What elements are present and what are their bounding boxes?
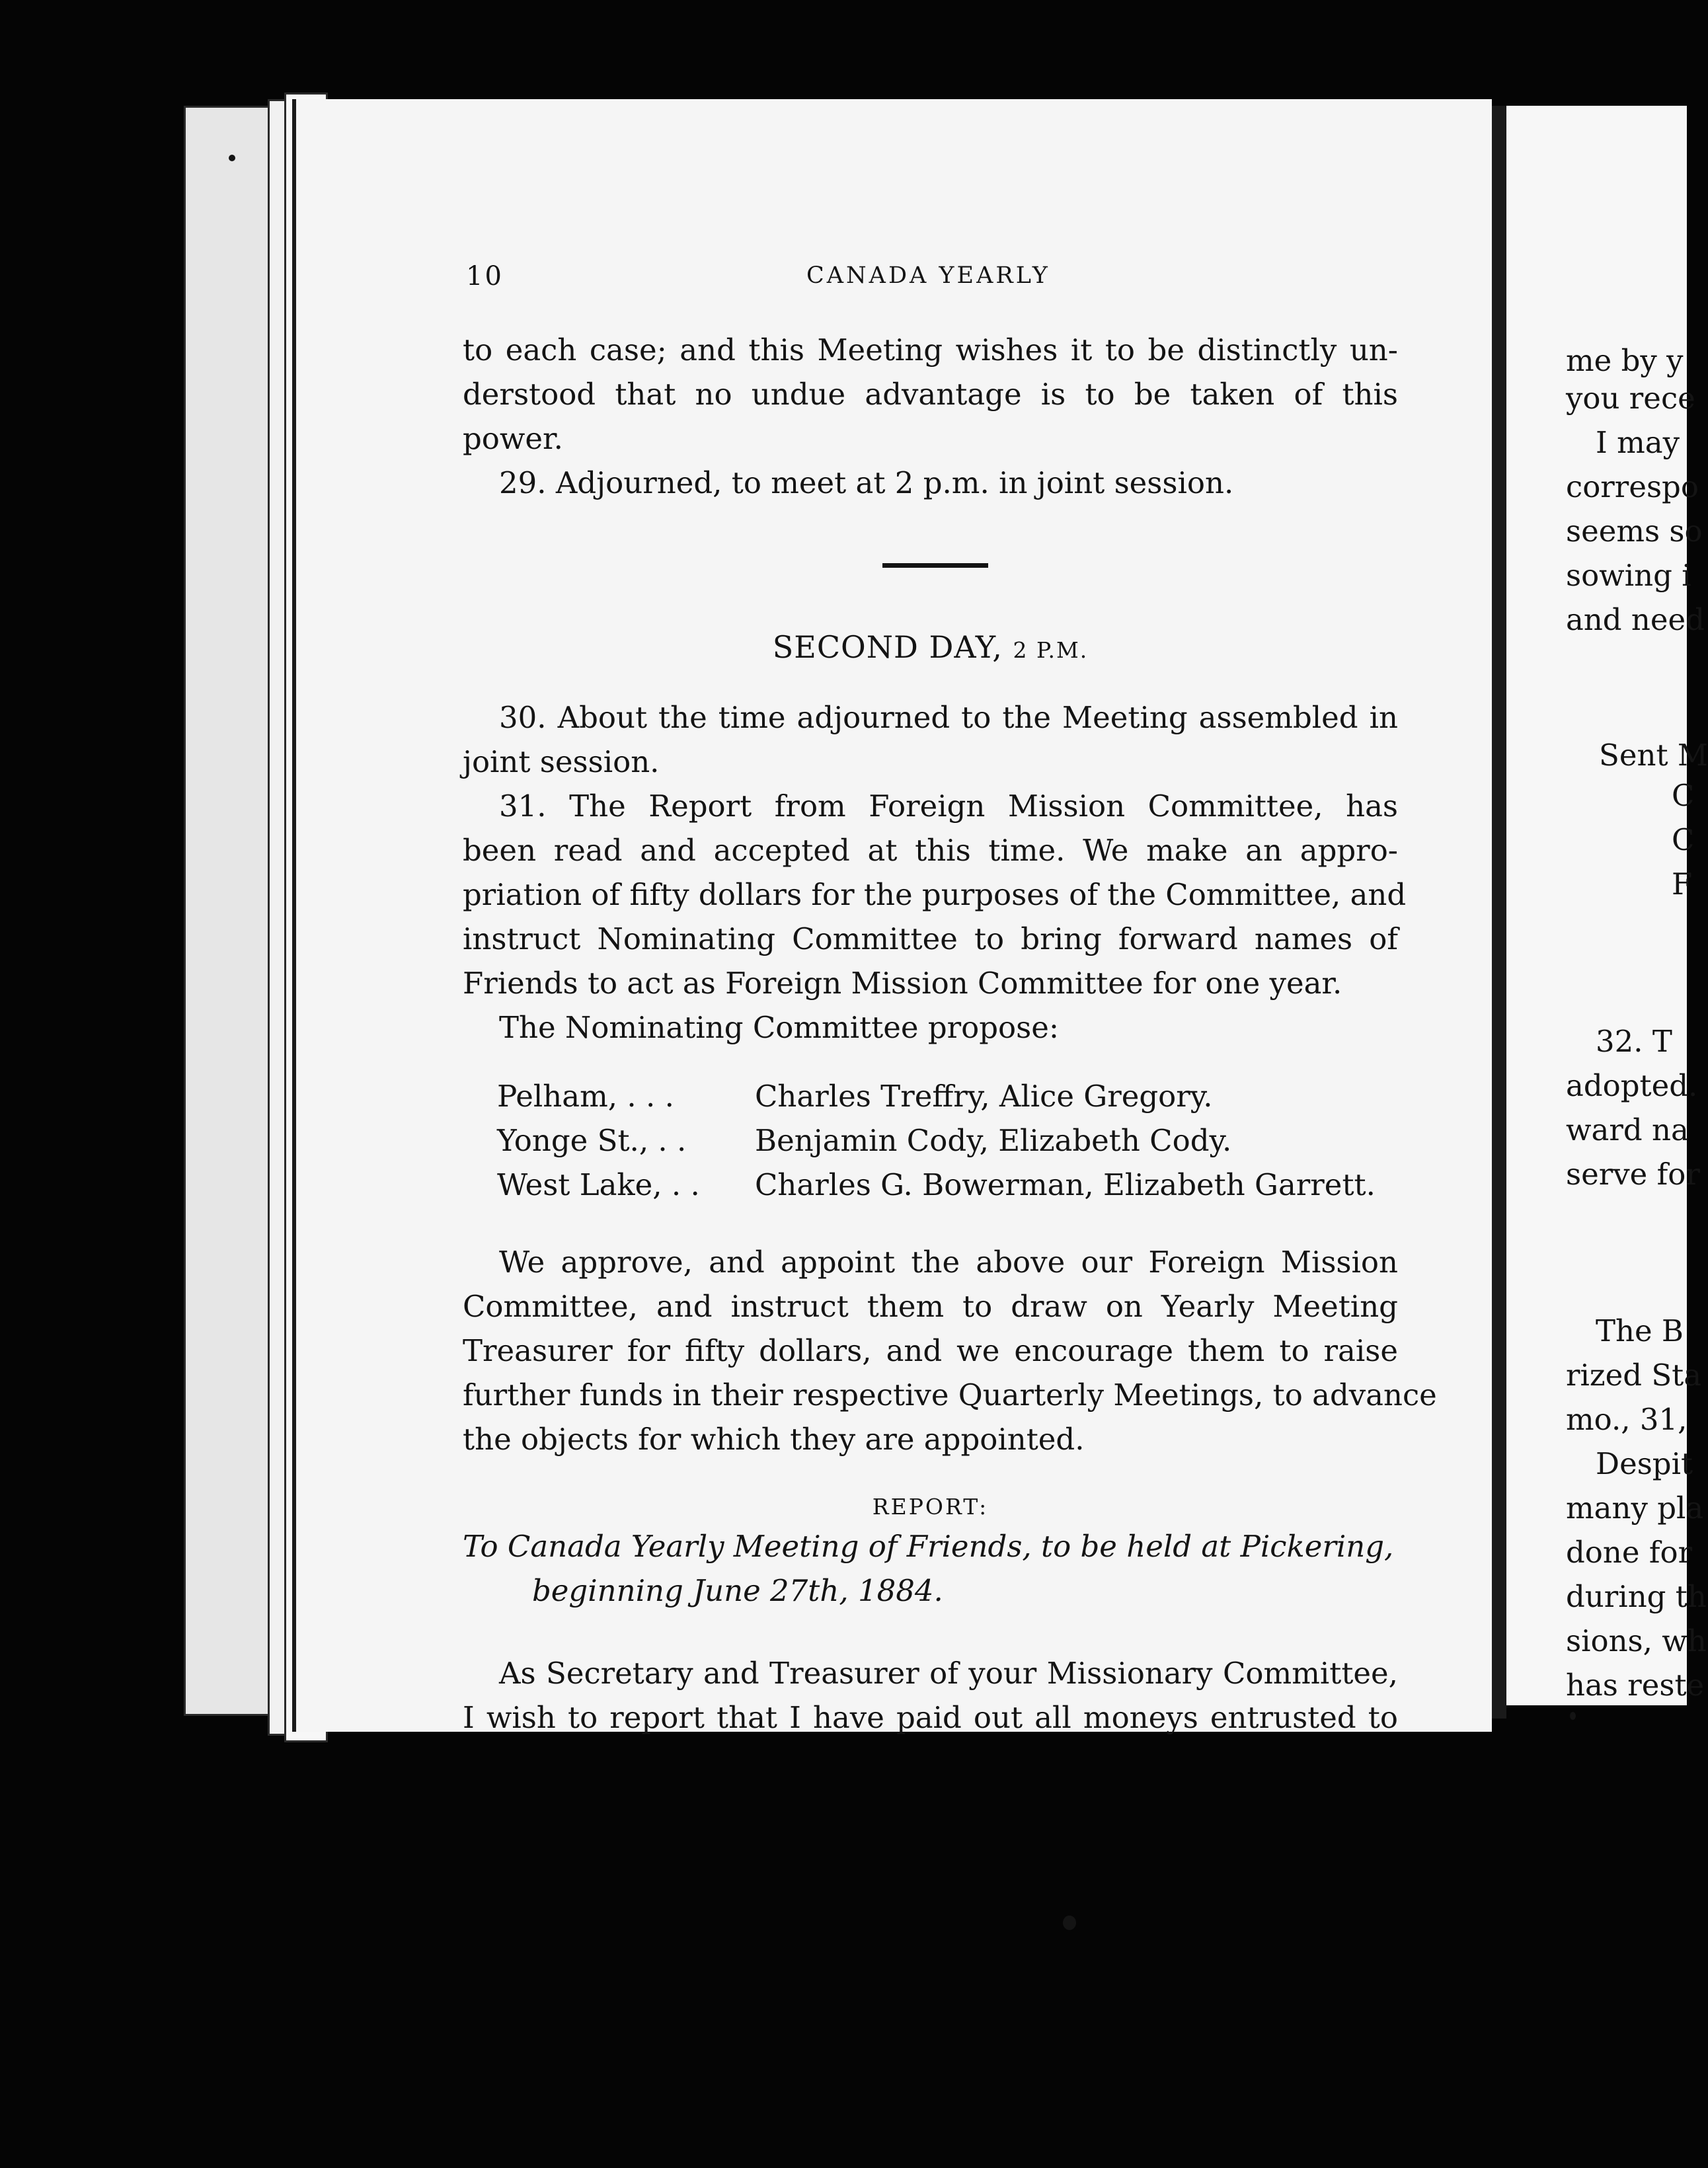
right-text-line: adopted. (1566, 1068, 1698, 1103)
right-text-line: sowing i (1566, 558, 1691, 593)
right-text-line: serve for (1566, 1157, 1700, 1192)
paragraph-28-continued (463, 328, 1398, 505)
committee-names: Charles Treffry, Alice Gregory. (755, 1079, 1213, 1114)
report-address (463, 1519, 1398, 1613)
text-line: the objects for which they are appointed. (463, 1422, 1085, 1457)
nominating-intro: The Nominating Committee propose: (499, 1010, 1060, 1045)
right-text-line: I may (1596, 425, 1680, 460)
right-text-line: rized Sta (1566, 1358, 1702, 1393)
address-line: To Canada Yearly Meeting of Friends, to be held at Pickering, (463, 1529, 1394, 1564)
section-heading-text: SECOND DAY, (772, 629, 1003, 665)
right-text-line: done for (1566, 1535, 1693, 1570)
address-line: beginning June 27th, 1884. (532, 1573, 943, 1608)
right-text-line: me by y (1566, 343, 1684, 378)
text-line: power. (463, 421, 563, 456)
text-line: derstood that no undue advantage is to be taken of this (463, 377, 1398, 412)
right-page (1506, 106, 1708, 1705)
right-text-line: C (1672, 778, 1695, 813)
section-heading (463, 629, 1398, 665)
item-29: 29. Adjourned, to meet at 2 p.m. in joint session. (499, 465, 1234, 500)
item-31-line: 31. The Report from Foreign Mission Committee, has (499, 789, 1398, 824)
text-line: Treasurer for fifty dollars, and we encourage them to raise (463, 1333, 1398, 1368)
item-30-line: joint session. (463, 744, 660, 779)
right-text-line: F (1672, 867, 1693, 902)
item-31-line: priation of fifty dollars for the purposes of the Committee, and (463, 877, 1407, 912)
right-text-line: C (1672, 822, 1695, 857)
text-line: further funds in their respective Quarterly Meetings, to advance (463, 1377, 1437, 1413)
right-text-line: has reste (1566, 1668, 1705, 1703)
committee-table (497, 1074, 1376, 1207)
right-text-line: seems so (1566, 514, 1703, 549)
right-text-line: correspo (1566, 469, 1699, 504)
text-line: Committee, and instruct them to draw on Yearly Meeting (463, 1289, 1398, 1324)
report-body (463, 1651, 1398, 1740)
item-31-line: been read and accepted at this time. We make an appro- (463, 833, 1398, 868)
right-text-line: 32. T (1596, 1024, 1672, 1059)
committee-place: West Lake, . . (497, 1167, 700, 1202)
item-31-line: Friends to act as Foreign Mission Committee for one year. (463, 966, 1342, 1001)
text-line: I wish to report that I have paid out all moneys entrusted to (463, 1700, 1398, 1735)
right-text-line: you rece (1566, 381, 1695, 416)
committee-place: Pelham, . . . (497, 1079, 674, 1114)
book-gutter (1492, 106, 1506, 1719)
item-30-line: 30. About the time adjourned to the Meeting assembled in (499, 700, 1398, 735)
right-page-block (1566, 338, 1705, 642)
right-text-line: mo., 31, (1566, 1402, 1688, 1437)
item-31-line: instruct Nominating Committee to bring forward names of (463, 921, 1398, 956)
ink-speck (1570, 1712, 1576, 1720)
text-line: We approve, and appoint the above our Foreign Mission (499, 1245, 1398, 1280)
section-rule (882, 563, 988, 568)
report-label: REPORT: (872, 1494, 989, 1520)
page-number: 10 (466, 261, 504, 291)
ink-speck (229, 155, 235, 161)
approval-paragraph (463, 1240, 1437, 1461)
right-text-line: sions, wh (1566, 1623, 1707, 1658)
right-item-32 (1566, 1019, 1700, 1196)
right-text-line: during th (1566, 1579, 1707, 1614)
committee-names: Benjamin Cody, Elizabeth Cody. (755, 1123, 1232, 1158)
right-text-line: ward na (1566, 1112, 1689, 1147)
committee-row (497, 1074, 1376, 1118)
running-head (466, 261, 1398, 294)
running-head-title: CANADA YEARLY (806, 262, 1050, 289)
right-text-line: Despit (1596, 1446, 1693, 1481)
right-text-line: many pla (1566, 1490, 1704, 1526)
committee-place: Yonge St., . . (497, 1123, 687, 1158)
right-page-block (1566, 1309, 1707, 1707)
items-30-31 (463, 695, 1407, 1050)
ink-speck (1063, 1916, 1076, 1930)
sent-line: Sent M (1599, 738, 1708, 773)
right-text-line: and need (1566, 602, 1705, 637)
committee-row (497, 1163, 1376, 1207)
committee-names: Charles G. Bowerman, Elizabeth Garrett. (755, 1167, 1376, 1202)
right-text-line: The B (1596, 1313, 1684, 1348)
committee-row (497, 1118, 1376, 1163)
text-line: As Secretary and Treasurer of your Missionary Committee, (499, 1656, 1398, 1691)
sent-initials (1672, 773, 1694, 906)
section-heading-time: 2 P.M. (1013, 637, 1089, 663)
text-line: to each case; and this Meeting wishes it to be distinctly un- (463, 332, 1398, 368)
